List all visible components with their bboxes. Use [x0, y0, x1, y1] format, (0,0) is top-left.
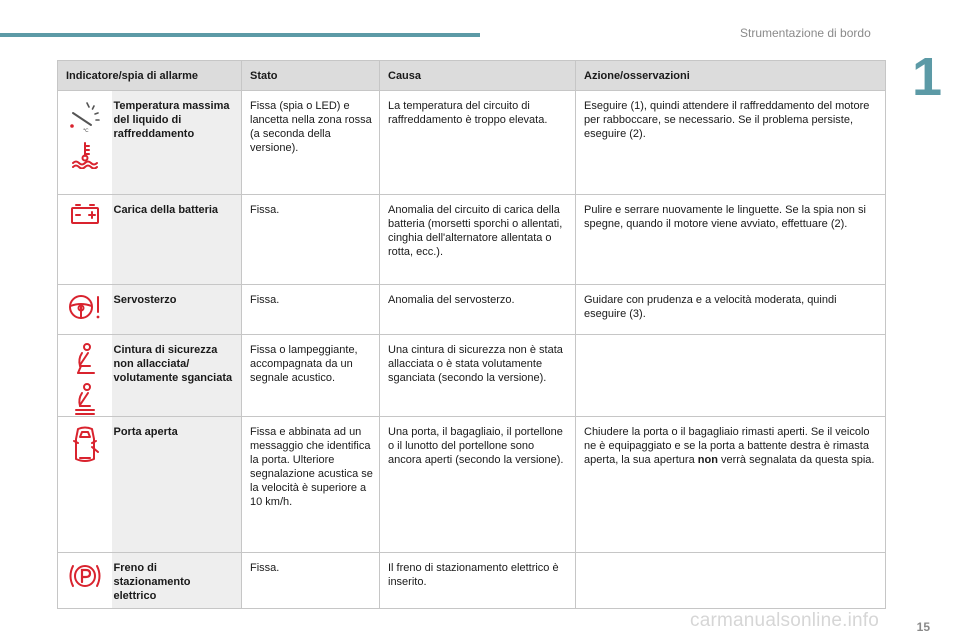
row-action-text: Pulire e serrare nuovamente le linguette. Se la spia non si spegne, quando il motore viene avviato, effettuare (2).	[584, 204, 866, 230]
table-row	[58, 553, 886, 609]
row-action	[576, 417, 886, 553]
watermark: carmanualsonline.info	[690, 610, 880, 631]
row-action-text: Guidare con prudenza e a velocità moderata, quindi eseguire (3).	[584, 294, 837, 320]
row-icon-cell	[58, 417, 112, 553]
chapter-number: 1	[912, 47, 943, 107]
table-row	[58, 195, 886, 285]
svg-text:℃: ℃	[82, 128, 89, 133]
coolant-temperature-gauge-icon	[67, 99, 103, 133]
row-cause: Anomalia del circuito di carica della batteria (morsetti sporchi o allentati, cinghia dell'alternatore allentata o rotta, ecc.).	[380, 195, 576, 285]
row-state: Fissa.	[242, 285, 380, 335]
row-name: Porta aperta	[112, 417, 242, 553]
row-state: Fissa.	[242, 553, 380, 609]
row-icon-cell	[58, 195, 112, 285]
header-cause: Causa	[380, 61, 576, 91]
row-action	[576, 285, 886, 335]
row-cause: Una porta, il bagagliaio, il portellone o il lunotto del portellone sono ancora aperti (secondo la versione).	[380, 417, 576, 553]
row-icon-cell	[58, 553, 112, 609]
row-state: Fissa e abbinata ad un messaggio che identifica la porta. Ulteriore segnalazione acustica se la velocità è superiore a 10 km/h.	[242, 417, 380, 553]
table-row	[58, 417, 886, 553]
row-action	[576, 335, 886, 417]
row-cause: Una cintura di sicurezza non è stata allacciata o è stata volutamente sganciata (secondo la versione).	[380, 335, 576, 417]
row-action	[576, 195, 886, 285]
row-action-after: verrà segnalata da questa spia.	[717, 454, 875, 466]
row-action-text: Eseguire (1), quindi attendere il raffreddamento del motore per rabboccare, se necessario. Se il problema persiste, eseguire (2).	[584, 100, 870, 140]
seatbelt-rear-icon	[72, 383, 98, 415]
row-action-bold: non	[697, 454, 718, 466]
power-steering-icon	[67, 293, 103, 321]
section-title: Strumentazione di bordo	[740, 26, 871, 40]
row-name: Freno di stazionamento elettrico	[112, 553, 242, 609]
row-cause: Il freno di stazionamento elettrico è inserito.	[380, 553, 576, 609]
table-row	[58, 285, 886, 335]
warning-lights-table	[57, 60, 886, 609]
row-action	[576, 553, 886, 609]
row-action	[576, 91, 886, 195]
row-icon-cell	[58, 285, 112, 335]
door-open-icon	[70, 425, 100, 465]
row-state: Fissa (spia o LED) e lancetta nella zona rossa (a seconda della versione).	[242, 91, 380, 195]
battery-icon	[70, 203, 100, 225]
page-number: 15	[916, 620, 930, 634]
header-accent-bar	[0, 33, 480, 37]
table-row	[58, 91, 886, 195]
row-icon-cell	[58, 335, 112, 417]
row-name: Servosterzo	[112, 285, 242, 335]
parking-brake-icon	[65, 561, 105, 591]
row-cause: Anomalia del servosterzo.	[380, 285, 576, 335]
row-state: Fissa o lampeggiante, accompagnata da un segnale acustico.	[242, 335, 380, 417]
header-state: Stato	[242, 61, 380, 91]
row-icon-cell	[58, 91, 112, 195]
table-row	[58, 335, 886, 417]
row-name: Temperatura massima del liquido di raffreddamento	[112, 91, 242, 195]
header-action: Azione/osservazioni	[576, 61, 886, 91]
row-cause: La temperatura del circuito di raffreddamento è troppo elevata.	[380, 91, 576, 195]
row-state: Fissa.	[242, 195, 380, 285]
table-header-row	[58, 61, 886, 91]
seatbelt-icon	[72, 343, 98, 375]
header-indicator: Indicatore/spia di allarme	[58, 61, 242, 91]
row-name: Cintura di sicurezza non allacciata/ volutamente sganciata	[112, 335, 242, 417]
row-name: Carica della batteria	[112, 195, 242, 285]
coolant-temperature-icon	[70, 141, 100, 169]
row-action-text: Chiudere la porta o il bagagliaio rimasti aperti. Se il veicolo ne è equipaggiato e se la porta a battente destra è rimasta aperta, la sua apertura	[584, 426, 870, 466]
